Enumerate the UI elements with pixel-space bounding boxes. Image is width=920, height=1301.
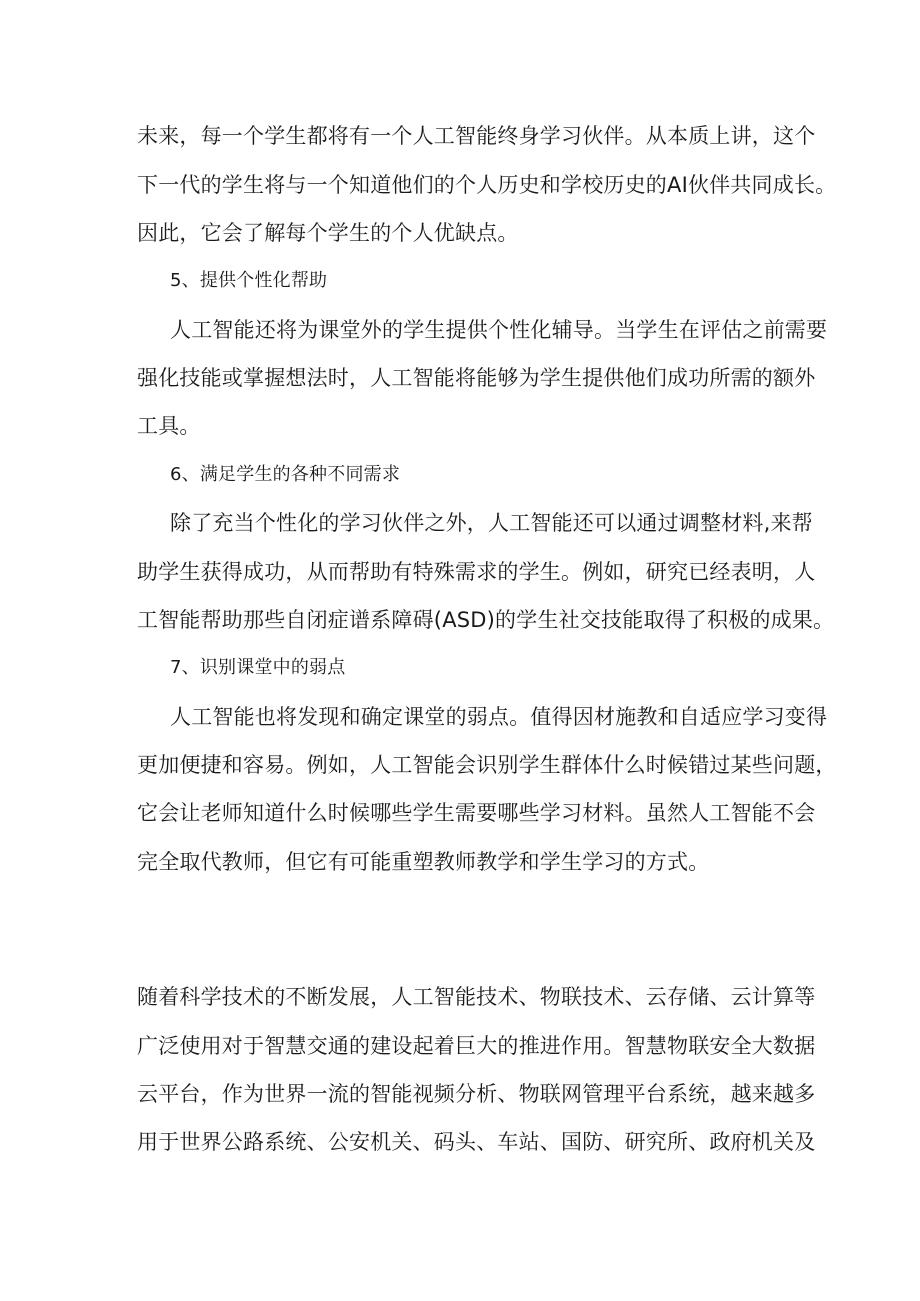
paragraph-line: 未来，每一个学生都将有一个人工智能终身学习伙伴。从本质上讲，这个 [137,124,816,148]
paragraph-line: 人工智能还将为课堂外的学生提供个性化辅导。当学生在评估之前需要 [170,318,828,342]
paragraph-line: 更加便捷和容易。例如，人工智能会识别学生群体什么时候错过某些问题， [137,753,837,777]
paragraph-line: 下一代的学生将与一个知道他们的个人历史和学校历史的AI伙伴共同成长。 [137,173,837,197]
paragraph-line: 强化技能或掌握想法时，人工智能将能够为学生提供他们成功所需的额外 [137,366,816,390]
paragraph-line: 工具。 [137,414,201,438]
paragraph-line: 人工智能也将发现和确定课堂的弱点。值得因材施教和自适应学习变得 [170,705,828,729]
paragraph-line: 它会让老师知道什么时候哪些学生需要哪些学习材料。虽然人工智能不会 [137,801,816,825]
section-heading-6: 6、满足学生的各种不同需求 [170,464,401,485]
paragraph-line: 广泛使用对于智慧交通的建设起着巨大的推进作用。智慧物联安全大数据 [137,1034,816,1058]
paragraph-line: 工智能帮助那些自闭症谱系障碍(ASD)的学生社交技能取得了积极的成果。 [137,608,835,632]
paragraph-line: 除了充当个性化的学习伙伴之外，人工智能还可以通过调整材料,来帮 [170,511,813,535]
paragraph-line: 助学生获得成功，从而帮助有特殊需求的学生。例如，研究已经表明，人 [137,560,816,584]
section-heading-5: 5、提供个性化帮助 [170,270,328,291]
paragraph-line: 完全取代教师，但它有可能重塑教师教学和学生学习的方式。 [137,850,710,874]
paragraph-line: 随着科学技术的不断发展，人工智能技术、物联技术、云存储、云计算等 [137,985,816,1009]
paragraph-line: 云平台，作为世界一流的智能视频分析、物联网管理平台系统，越来越多 [137,1082,816,1106]
section-heading-7: 7、识别课堂中的弱点 [170,657,346,678]
paragraph-line: 因此，它会了解每个学生的个人优缺点。 [137,221,519,245]
paragraph-line: 用于世界公路系统、公安机关、码头、车站、国防、研究所、政府机关及 [137,1130,816,1154]
